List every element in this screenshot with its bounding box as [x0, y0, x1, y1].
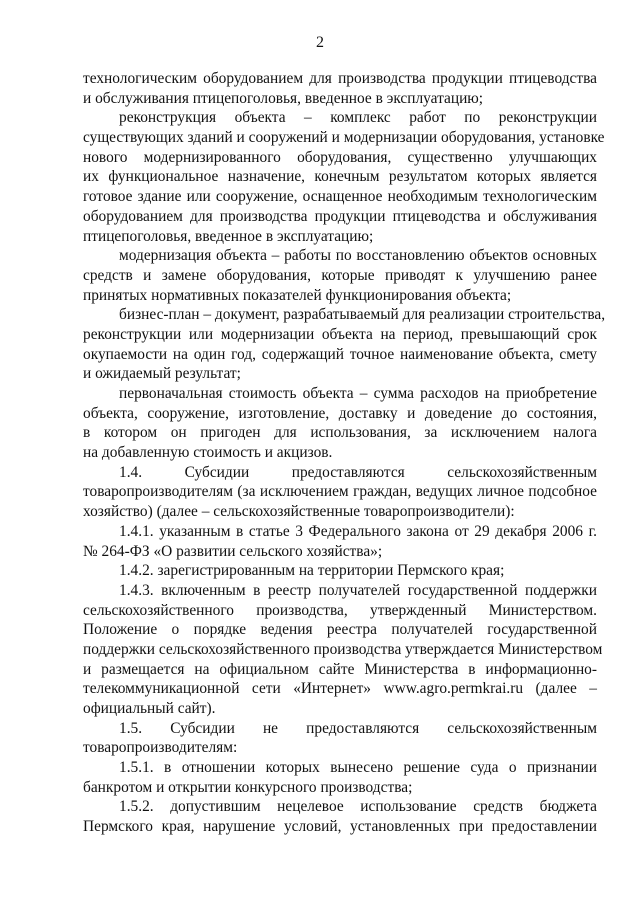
text-line: поддержки сельскохозяйственного производства утверждается Министерством	[83, 640, 603, 658]
text-line: принятых нормативных показателей функционирования объекта;	[83, 286, 512, 304]
text-line: птицепоголовья, введенное в эксплуатацию;	[83, 227, 374, 245]
text-line: товаропроизводителям:	[83, 739, 238, 757]
text-line: телекоммуникационной сети «Интернет» www.agro.permkrai.ru (далее –	[83, 680, 597, 698]
text-line: Пермского края, нарушение условий, установленных при предоставлении	[83, 818, 597, 836]
text-line: и размещается на официальном сайте Министерства в информационно-	[83, 660, 597, 678]
text-line: сельскохозяйственного производства, утвержденный Министерством.	[83, 601, 597, 619]
text-line: официальный сайт).	[83, 700, 216, 717]
text-line: нового модернизированного оборудования, существенно улучшающих	[83, 148, 597, 166]
text-line: объекта, сооружение, изготовление, доставку и доведение до состояния,	[83, 404, 597, 422]
text-line: реконструкции или модернизации объекта на период, превышающий срок	[83, 325, 597, 343]
text-line: готовое здание или сооружение, оснащенное необходимым технологическим	[83, 188, 597, 206]
text-line: оборудованием для производства продукции птицеводства и обслуживания	[83, 207, 597, 225]
text-line: банкротом и открытии конкурсного производства;	[83, 778, 413, 796]
text-line: в котором он пригоден для использования, за исключением налога	[83, 424, 597, 442]
text-line: 1.5. Субсидии не предоставляются сельскохозяйственным	[119, 719, 597, 737]
text-line: 1.4.1. указанным в статье 3 Федерального закона от 29 декабря 2006 г.	[119, 522, 597, 540]
text-line: окупаемости на один год, содержащий точное наименование объекта, смету	[83, 345, 597, 363]
text-line: и обслуживания птицепоголовья, введенное в эксплуатацию;	[83, 89, 484, 107]
text-line: 1.4.2. зарегистрированным на территории Пермского края;	[119, 562, 505, 580]
text-line: 1.4.3. включенным в реестр получателей государственной поддержки	[119, 581, 597, 599]
document-body	[83, 69, 606, 837]
text-line: № 264-ФЗ «О развитии сельского хозяйства»;	[83, 542, 383, 560]
text-line: 1.5.1. в отношении которых вынесено решение суда о признании	[119, 759, 597, 777]
text-line: хозяйство) (далее – сельскохозяйственные товаропроизводители):	[83, 503, 515, 521]
page-number: 2	[316, 34, 324, 51]
text-line: 1.5.2. допустившим нецелевое использование средств бюджета	[119, 798, 597, 816]
text-line: существующих зданий и сооружений и модернизации оборудования, установке	[83, 129, 605, 147]
text-line: реконструкция объекта – комплекс работ по реконструкции	[119, 109, 597, 127]
text-line: их функциональное назначение, конечным результатом которых является	[83, 168, 597, 186]
text-line: и ожидаемый результат;	[83, 365, 241, 383]
text-line: средств и замене оборудования, которые приводят к улучшению ранее	[83, 266, 597, 284]
text-line: технологическим оборудованием для производства продукции птицеводства	[83, 70, 597, 87]
text-line: товаропроизводителям (за исключением граждан, ведущих личное подсобное	[83, 483, 597, 501]
text-line: на добавленную стоимость и акцизов.	[83, 444, 333, 462]
text-line: бизнес-план – документ, разрабатываемый для реализации строительства,	[119, 306, 606, 324]
text-line: модернизация объекта – работы по восстановлению объектов основных	[119, 247, 597, 265]
text-line: первоначальная стоимость объекта – сумма расходов на приобретение	[119, 385, 597, 402]
text-line: Положение о порядке ведения реестра получателей государственной	[83, 621, 597, 639]
text-line: 1.4. Субсидии предоставляются сельскохозяйственным	[119, 463, 597, 481]
